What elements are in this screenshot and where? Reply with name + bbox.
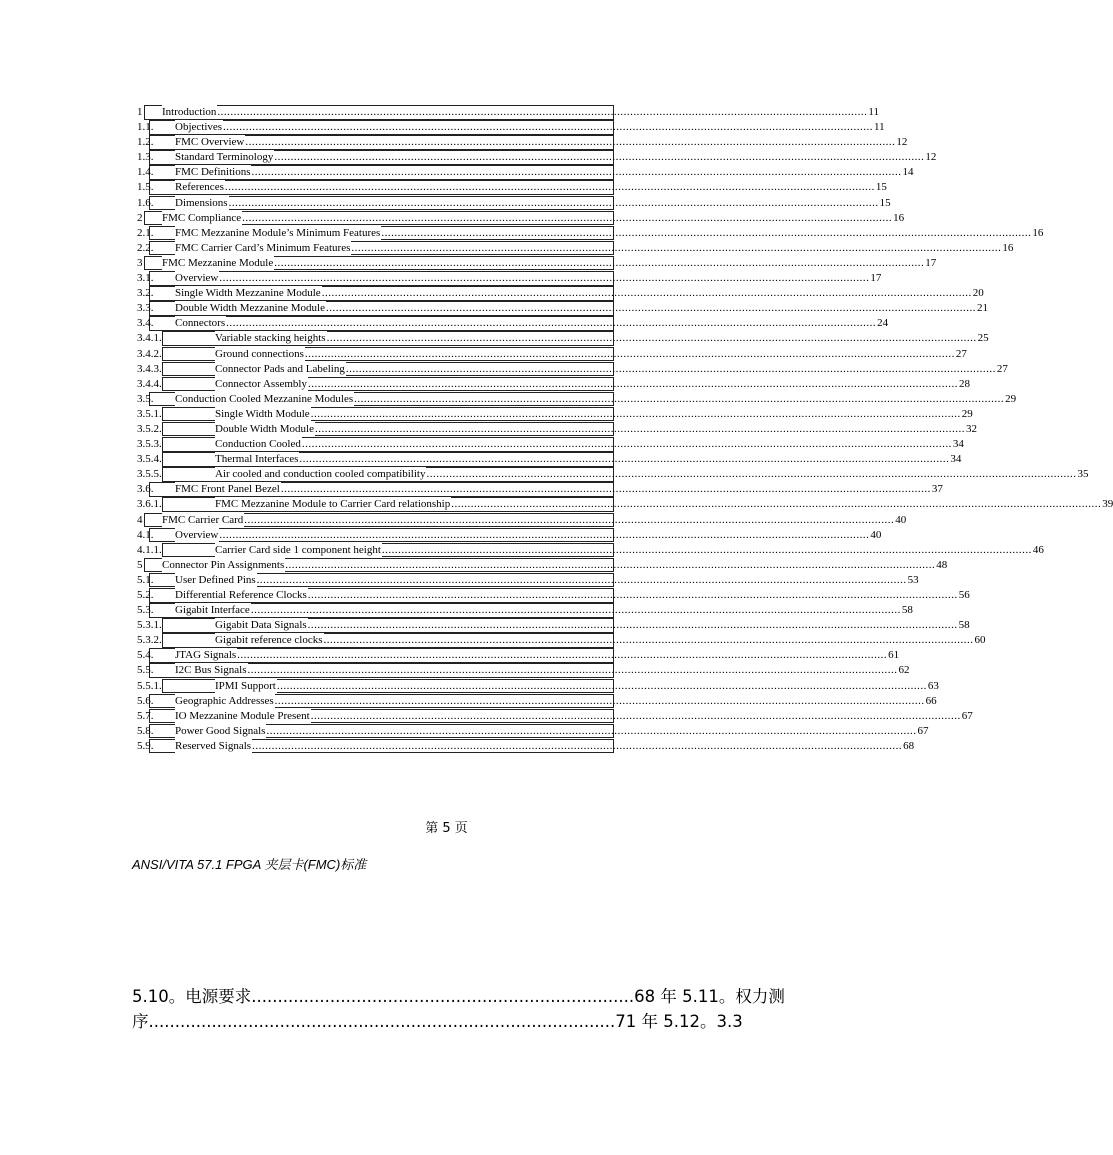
toc-entry-title: FMC Overview: [175, 136, 245, 149]
toc-dot-leader: ........................................................................................................................................................................................................: [252, 739, 903, 752]
toc-entry-number: 2.1.: [137, 226, 154, 239]
trailing-toc-text: [132, 984, 785, 1034]
toc-entry-page: 40: [895, 513, 907, 526]
toc-entry-page: 46: [1032, 543, 1044, 556]
document-title: ANSI/VITA 57.1 FPGA 夹层卡(FMC)标准: [132, 857, 367, 872]
toc-entry-line: [175, 196, 891, 210]
toc-entry-line: [215, 679, 939, 693]
toc-dot-leader: ........................................................................................................................................................................................................: [314, 422, 965, 435]
toc-entry-number: 3.5.: [137, 392, 154, 405]
toc-entry-page: 14: [902, 166, 914, 179]
toc-entry[interactable]: [136, 377, 970, 392]
toc-entry-title: FMC Front Panel Bezel: [175, 483, 280, 496]
toc-entry-title: Connector Pin Assignments: [162, 558, 285, 571]
toc-entry-title: Introduction: [162, 106, 217, 118]
toc-entry-title: Gigabit reference clocks: [215, 634, 323, 647]
toc-entry-page: 15: [879, 196, 891, 209]
toc-entry[interactable]: [136, 301, 988, 316]
toc-entry-number: 1.4.: [137, 166, 154, 179]
toc-entry-title: FMC Definitions: [175, 166, 251, 179]
toc-entry-page: 32: [965, 422, 977, 435]
toc-entry-number: 3.5.4.: [137, 453, 162, 466]
toc-entry-page: 53: [907, 573, 919, 586]
toc-dot-leader: ........................................................................................................................................................................................................: [321, 287, 972, 300]
toc-entry-page: 12: [896, 136, 908, 149]
toc-entry-title: Air cooled and conduction cooled compatibility: [215, 468, 426, 481]
toc-dot-leader: ........................................................................................................................................................................................................: [345, 362, 996, 375]
toc-dot-leader: ........................................................................................................................................................................................................: [307, 377, 958, 390]
toc-entry-number: 5.3.1.: [137, 619, 162, 632]
toc-entry-line: [215, 347, 967, 361]
toc-entry-number: 1.5.: [137, 181, 154, 194]
toc-entry-line: [175, 120, 885, 134]
toc-entry-line: [175, 392, 1017, 406]
toc-entry-page: 48: [936, 558, 948, 571]
toc-entry[interactable]: [136, 603, 913, 618]
toc-entry[interactable]: [136, 573, 919, 588]
toc-entry-title: Single Width Mezzanine Module: [175, 287, 321, 300]
toc-entry-line: [175, 724, 929, 738]
toc-dot-leader: ........................................................................................................................................................................................................: [228, 196, 879, 209]
toc-entry-title: FMC Carrier Card: [162, 513, 244, 526]
toc-entry-line: [215, 497, 1113, 511]
toc-entry[interactable]: [136, 633, 986, 648]
toc-entry-page: 11: [874, 121, 885, 134]
toc-entry-number: 5: [137, 558, 143, 571]
toc-entry-number: 3: [137, 256, 143, 269]
toc-entry-title: Double Width Mezzanine Module: [175, 302, 325, 315]
page-number: 第 5 页: [425, 821, 468, 836]
toc-entry-line: [215, 422, 977, 436]
toc-entry[interactable]: [136, 286, 984, 301]
toc-entry[interactable]: [136, 271, 882, 286]
toc-entry-number: 5.2.: [137, 589, 154, 601]
toc-entry-line: [175, 271, 882, 285]
toc-entry-number: 2: [137, 211, 143, 224]
toc-entry-title: I2C Bus Signals: [175, 664, 247, 677]
toc-entry[interactable]: [136, 211, 905, 226]
toc-entry-page: 58: [958, 619, 970, 632]
toc-entry-title: Thermal Interfaces: [215, 453, 299, 466]
toc-dot-leader: ........................................................................................................................................................................................................: [237, 649, 888, 662]
toc-dot-leader: ........................................................................................................................................................................................................: [304, 347, 955, 360]
toc-entry[interactable]: [136, 180, 887, 195]
toc-entry-page: 29: [1005, 392, 1017, 405]
toc-dot-leader: ........................................................................................................................................................................................................: [326, 332, 977, 345]
toc-entry[interactable]: [136, 513, 907, 528]
toc-entry-page: 17: [925, 256, 937, 269]
toc-dot-leader: ........................................................................................................................................................................................................: [217, 106, 868, 118]
toc-entry-title: Objectives: [175, 121, 223, 134]
toc-dot-leader: ........................................................................................................................................................................................................: [285, 558, 936, 571]
toc-entry-title: Reserved Signals: [175, 739, 252, 752]
toc-entry-line: [215, 452, 962, 466]
toc-entry[interactable]: [136, 347, 967, 362]
toc-entry[interactable]: [136, 452, 962, 467]
toc-entry-number: 1.2.: [137, 136, 154, 149]
toc-dot-leader: ........................................................................................................................................................................................................: [242, 211, 893, 224]
toc-entry-page: 16: [1002, 241, 1014, 254]
toc-entry-line: [215, 362, 1008, 376]
toc-entry-number: 5.3.: [137, 604, 154, 617]
toc-entry-title: Connector Pads and Labeling: [215, 362, 345, 375]
toc-dot-leader: ........................................................................................................................................................................................................: [274, 256, 925, 269]
toc-entry-title: Conduction Cooled: [215, 438, 301, 451]
toc-entry-title: Conduction Cooled Mezzanine Modules: [175, 392, 354, 405]
toc-dot-leader: ........................................................................................................................................................................................................: [351, 241, 1002, 254]
toc-entry-title: Ground connections: [215, 347, 304, 360]
toc-dot-leader: ........................................................................................................................................................................................................: [219, 528, 870, 541]
toc-entry[interactable]: [136, 241, 1014, 256]
toc-entry-title: Geographic Addresses: [175, 694, 274, 707]
toc-entry-page: 28: [958, 377, 970, 390]
toc-dot-leader: ........................................................................................................................................................................................................: [245, 136, 896, 149]
toc-entry[interactable]: [136, 482, 943, 497]
toc-entry[interactable]: [136, 694, 937, 709]
toc-entry-title: Dimensions: [175, 196, 228, 209]
toc-dot-leader: ........................................................................................................................................................................................................: [323, 634, 974, 647]
toc-entry-number: 3.4.: [137, 317, 154, 330]
toc-entry-title: FMC Mezzanine Module to Carrier Card relationship: [215, 498, 451, 511]
toc-dot-leader: ........................................................................................................................................................................................................: [224, 181, 875, 194]
toc-entry-number: 3.6.: [137, 483, 154, 496]
toc-dot-leader: ........................................................................................................................................................................................................: [451, 498, 1102, 511]
toc-entry-number: 5.1.: [137, 573, 154, 586]
toc-entry-number: 4.1.: [137, 528, 154, 541]
toc-entry-title: Overview: [175, 528, 219, 541]
toc-entry-number: 2.2.: [137, 241, 154, 254]
toc-entry[interactable]: [136, 392, 1017, 407]
toc-entry-line: [175, 286, 984, 300]
toc-dot-leader: ........................................................................................................................................................................................................: [280, 483, 931, 496]
toc-entry-number: 3.5.2.: [137, 422, 162, 435]
toc-dot-leader: ........................................................................................................................................................................................................: [310, 709, 961, 722]
toc-dot-leader: ........................................................................................................................................................................................................: [247, 664, 898, 677]
toc-entry-number: 5.8.: [137, 724, 154, 737]
toc-entry-line: [175, 648, 900, 662]
toc-entry-title: Variable stacking heights: [215, 332, 326, 345]
toc-entry[interactable]: [136, 543, 1044, 558]
toc-entry-number: 1.6.: [137, 196, 154, 209]
toc-entry-page: 29: [961, 407, 973, 420]
toc-dot-leader: ........................................................................................................................................................................................................: [256, 573, 907, 586]
toc-entry-line: [215, 377, 970, 391]
toc-entry[interactable]: [136, 558, 948, 573]
toc-entry-page: 35: [1077, 468, 1089, 481]
toc-entry-title: Carrier Card side 1 component height: [215, 543, 381, 556]
toc-entry-page: 61: [888, 649, 900, 662]
toc-entry-page: 39: [1102, 498, 1113, 511]
toc-entry-number: 3.1.: [137, 272, 154, 285]
toc-entry-title: FMC Mezzanine Module: [162, 256, 274, 269]
toc-entry-line: [215, 331, 989, 345]
toc-entry-line: [162, 256, 937, 270]
toc-entry[interactable]: [136, 709, 973, 724]
toc-entry-title: FMC Carrier Card’s Minimum Features: [175, 241, 351, 254]
toc-entry-line: [175, 603, 913, 617]
toc-dot-leader: ........................................................................................................................................................................................................: [381, 226, 1032, 239]
toc-entry[interactable]: [136, 467, 1089, 482]
toc-entry[interactable]: [136, 724, 929, 739]
toc-entry-page: 60: [974, 634, 986, 647]
toc-entry[interactable]: [136, 679, 939, 694]
toc-entry-page: 62: [898, 664, 910, 677]
toc-entry-line: [175, 588, 970, 602]
toc-entry-page: 67: [961, 709, 973, 722]
toc-dot-leader: ........................................................................................................................................................................................................: [299, 453, 950, 466]
toc-dot-leader: ........................................................................................................................................................................................................: [226, 317, 877, 330]
toc-entry[interactable]: [136, 663, 910, 678]
toc-entry-line: [215, 633, 986, 647]
toc-entry-title: Differential Reference Clocks: [175, 589, 307, 601]
toc-entry-page: 25: [977, 332, 989, 345]
toc-entry-number: 5.9.: [137, 739, 154, 752]
toc-entry-title: IPMI Support: [215, 679, 276, 692]
toc-entry-page: 34: [950, 453, 962, 466]
toc-entry-page: 58: [901, 604, 913, 617]
toc-entry-number: 3.5.1.: [137, 407, 162, 420]
toc-entry-line: [175, 301, 988, 315]
toc-entry-number: 3.2.: [137, 287, 154, 300]
toc-entry-page: 27: [955, 347, 967, 360]
toc-entry-number: 3.5.5.: [137, 468, 162, 481]
toc-entry[interactable]: [136, 331, 989, 346]
toc-entry-title: Double Width Module: [215, 422, 314, 435]
toc-entry-line: [175, 150, 937, 164]
toc-entry-title: IO Mezzanine Module Present: [175, 709, 310, 722]
toc-entry[interactable]: [136, 120, 885, 135]
toc-entry-number: 1.1.: [137, 121, 154, 134]
toc-entry-number: 5.7.: [137, 709, 154, 722]
toc-entry-page: 24: [877, 317, 889, 330]
toc-entry[interactable]: [136, 437, 964, 452]
toc-entry-title: Overview: [175, 272, 219, 285]
toc-entry[interactable]: [136, 739, 915, 754]
toc-entry-title: Connectors: [175, 317, 226, 330]
toc-dot-leader: ........................................................................................................................................................................................................: [251, 166, 902, 179]
toc-entry-title: Connector Assembly: [215, 377, 307, 390]
toc-entry-line: [175, 316, 889, 330]
toc-entry-line: [175, 528, 882, 542]
toc-entry-page: 68: [903, 739, 915, 752]
toc-entry-number: 3.4.3.: [137, 362, 162, 375]
toc-entry-line: [175, 135, 908, 149]
toc-entry-line: [175, 226, 1044, 240]
toc-entry[interactable]: [136, 105, 879, 120]
toc-dot-leader: ........................................................................................................................................................................................................: [266, 724, 917, 737]
toc-entry-title: Power Good Signals: [175, 724, 266, 737]
toc-entry-number: 4.1.1.: [137, 543, 162, 556]
toc-entry-page: 16: [1032, 226, 1044, 239]
toc-entry-line: [175, 241, 1014, 255]
toc-entry-page: 20: [972, 287, 984, 300]
toc-entry-number: 4: [137, 513, 143, 526]
toc-entry-number: 3.6.1.: [137, 498, 162, 511]
toc-entry-line: [175, 482, 943, 496]
toc-entry-line: [162, 105, 879, 119]
toc-entry-title: User Defined Pins: [175, 573, 256, 586]
toc-entry[interactable]: [136, 150, 937, 165]
toc-entry-title: Standard Terminology: [175, 151, 274, 164]
toc-entry-title: JTAG Signals: [175, 649, 237, 662]
toc-entry-line: [215, 407, 973, 421]
toc-entry-line: [175, 709, 973, 723]
toc-entry-page: 15: [875, 181, 887, 194]
toc-entry[interactable]: [136, 422, 977, 437]
toc-entry-title: References: [175, 181, 224, 194]
toc-entry-page: 67: [917, 724, 929, 737]
toc-entry-line: [215, 467, 1089, 481]
toc-entry-line: [175, 663, 910, 677]
toc-entry-line: [175, 694, 937, 708]
toc-entry-line: [175, 180, 887, 194]
toc-entry-page: 37: [931, 483, 943, 496]
toc-entry-title: FMC Mezzanine Module’s Minimum Features: [175, 226, 381, 239]
trailing-line-2: 序.........................................................................................71 年 5.12。3.3: [132, 1012, 743, 1031]
toc-entry-line: [162, 558, 948, 572]
toc-entry-page: 66: [925, 694, 937, 707]
toc-dot-leader: ........................................................................................................................................................................................................: [250, 604, 901, 617]
toc-entry-number: 1.3.: [137, 151, 154, 164]
toc-entry-page: 21: [976, 302, 988, 315]
toc-entry-page: 34: [952, 438, 964, 451]
toc-dot-leader: ........................................................................................................................................................................................................: [307, 589, 958, 601]
toc-dot-leader: ........................................................................................................................................................................................................: [307, 619, 958, 632]
toc-dot-leader: ........................................................................................................................................................................................................: [301, 438, 952, 451]
toc-entry-number: 5.4.: [137, 649, 154, 662]
toc-dot-leader: ........................................................................................................................................................................................................: [244, 513, 895, 526]
toc-entry-number: 5.5.: [137, 664, 154, 677]
toc-entry-title: Gigabit Data Signals: [215, 619, 307, 632]
toc-entry-page: 11: [868, 106, 879, 118]
toc-entry-page: 12: [925, 151, 937, 164]
toc-dot-leader: ........................................................................................................................................................................................................: [274, 694, 925, 707]
trailing-line-1: 5.10。电源要求.........................................................................68 年 5.11。权力测: [132, 987, 785, 1006]
toc-entry-page: 63: [927, 679, 939, 692]
toc-entry-number: 5.3.2.: [137, 634, 162, 647]
toc-entry-page: 16: [893, 211, 905, 224]
toc-entry-number: 5.6.: [137, 694, 154, 707]
toc-dot-leader: ........................................................................................................................................................................................................: [426, 468, 1077, 481]
toc-entry[interactable]: [136, 588, 970, 603]
toc-entry-line: [162, 513, 907, 527]
toc-entry[interactable]: [136, 196, 891, 211]
toc-entry-number: 3.4.4.: [137, 377, 162, 390]
toc-entry[interactable]: [136, 618, 970, 633]
toc-entry-number: 5.5.1.: [137, 679, 162, 692]
toc-entry-title: Single Width Module: [215, 407, 310, 420]
toc-entry-line: [175, 165, 914, 179]
toc-dot-leader: ........................................................................................................................................................................................................: [276, 679, 927, 692]
toc-entry-page: 17: [870, 272, 882, 285]
toc-entry[interactable]: [136, 316, 889, 331]
toc-dot-leader: ........................................................................................................................................................................................................: [219, 272, 870, 285]
toc-entry-line: [175, 573, 919, 587]
toc-entry-line: [175, 739, 915, 753]
toc-entry[interactable]: [136, 362, 1008, 377]
toc-entry-line: [215, 543, 1044, 557]
toc-dot-leader: ........................................................................................................................................................................................................: [223, 121, 874, 134]
toc-entry-number: 3.4.1.: [137, 332, 162, 345]
toc-entry-page: 40: [870, 528, 882, 541]
toc-dot-leader: ........................................................................................................................................................................................................: [354, 392, 1005, 405]
toc-entry-line: [162, 211, 905, 225]
toc-entry[interactable]: [136, 256, 937, 271]
toc-entry-page: 56: [958, 589, 970, 601]
toc-entry-line: [215, 437, 964, 451]
toc-entry-number: 3.3.: [137, 302, 154, 315]
toc-entry[interactable]: [136, 135, 908, 150]
toc-dot-leader: ........................................................................................................................................................................................................: [325, 302, 976, 315]
toc-entry[interactable]: [136, 165, 914, 180]
toc-entry[interactable]: [136, 226, 1044, 241]
toc-entry-number: 3.4.2.: [137, 347, 162, 360]
toc-entry-page: 27: [996, 362, 1008, 375]
toc-entry-number: 3.5.3.: [137, 438, 162, 451]
toc-entry-number: 1: [137, 106, 143, 118]
toc-dot-leader: ........................................................................................................................................................................................................: [274, 151, 925, 164]
toc-entry[interactable]: [136, 407, 973, 422]
toc-dot-leader: ........................................................................................................................................................................................................: [310, 407, 961, 420]
toc-entry[interactable]: [136, 648, 900, 663]
toc-entry-title: FMC Compliance: [162, 211, 242, 224]
toc-entry[interactable]: [136, 497, 1113, 512]
toc-entry[interactable]: [136, 528, 882, 543]
table-of-contents: [136, 105, 1113, 754]
toc-entry-title: Gigabit Interface: [175, 604, 250, 617]
toc-entry-line: [215, 618, 970, 632]
toc-dot-leader: ........................................................................................................................................................................................................: [381, 543, 1032, 556]
